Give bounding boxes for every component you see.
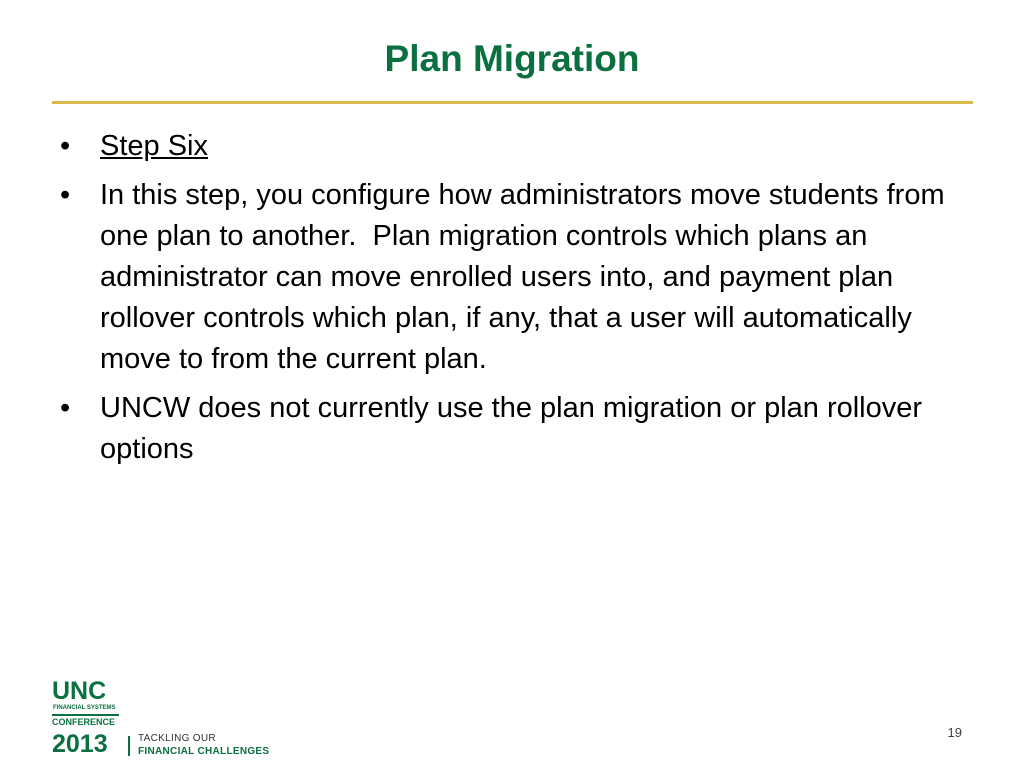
bullet-item <box>56 175 966 380</box>
logo-divider <box>128 736 130 756</box>
bullet-text-step-six: Step Six <box>100 130 208 162</box>
slide-title: Plan Migration <box>384 38 640 79</box>
bullet-dot: • <box>60 130 71 162</box>
logo-rule <box>52 714 119 716</box>
logo-year: 2013 <box>52 730 108 758</box>
bullet-list <box>56 126 966 478</box>
logo-conference: CONFERENCE <box>52 717 116 727</box>
bullet-dot: • <box>60 179 71 211</box>
conference-logo <box>52 678 292 760</box>
logo-subtitle: FINANCIAL SYSTEMS <box>53 705 116 711</box>
bullet-text-description: In this step, you configure how administrators move students from one plan to another. Plan migration controls which plans an administrator can move enrolled users into, and payment plan rollover controls which plan, if any, that a user will automatically move to from the current plan. <box>100 179 953 375</box>
logo-mark <box>52 678 120 760</box>
page-number: 19 <box>947 725 962 740</box>
logo-unc-text: UNC <box>52 677 107 705</box>
title-divider <box>52 101 973 104</box>
logo-tagline-line1: TACKLING OUR <box>138 733 216 744</box>
logo-tagline-line2: FINANCIAL CHALLENGES <box>138 746 270 757</box>
bullet-item <box>56 126 966 167</box>
bullet-dot: • <box>60 392 71 424</box>
bullet-item <box>56 388 966 470</box>
bullet-text-uncw: UNCW does not currently use the plan migration or plan rollover options <box>100 392 923 465</box>
